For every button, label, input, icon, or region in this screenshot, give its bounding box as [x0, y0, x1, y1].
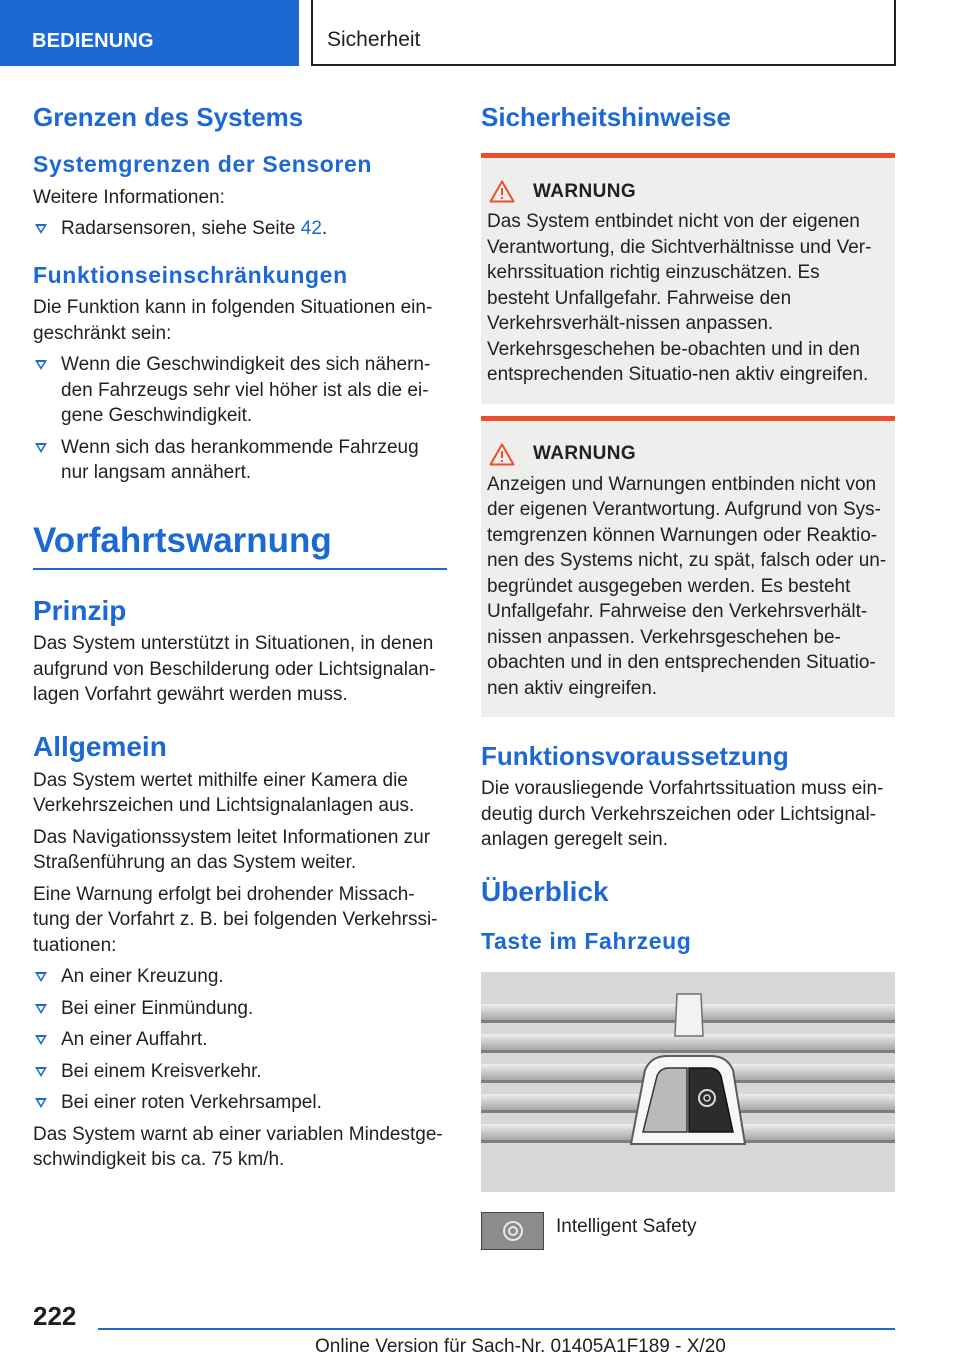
- safety-heading: Sicherheitshinweise: [481, 102, 731, 132]
- warning-triangle-icon: [489, 180, 515, 203]
- bullet-triangle-icon: [35, 443, 47, 453]
- safety-symbol-icon: [501, 1219, 525, 1243]
- warning-header: [487, 180, 887, 203]
- warning-label: WARNUNG: [533, 443, 637, 465]
- situation-list: [33, 964, 447, 1116]
- button-label: Intelligent Safety: [556, 1216, 697, 1238]
- func-list: [33, 352, 447, 486]
- list-item: An einer Kreuzung.: [33, 964, 447, 990]
- limits-heading: Grenzen des Systems: [33, 102, 304, 132]
- general-paragraph-4: Das System warnt ab einer variablen Mindestge-schwindigkeit bis ca. 75 km/h.: [33, 1123, 443, 1171]
- prereq-text: Die vorausliegende Vorfahrtssituation muss ein-deutig durch Verkehrszeichen oder Lichtsignal-anlagen geregelt sein.: [481, 778, 884, 851]
- vehicle-button-photo: [481, 972, 895, 1192]
- prereq-heading: Funktionsvoraussetzung: [481, 741, 789, 772]
- left-column: [33, 96, 447, 1173]
- func-heading: Funktionseinschränkungen: [33, 261, 348, 288]
- footer-online-version: Online Version für Sach-Nr. 01405A1F189 - X/20: [315, 1336, 726, 1357]
- sensor-intro: Weitere Informationen:: [33, 186, 225, 208]
- chapter-tab: [311, 0, 896, 66]
- bullet-triangle-icon: [35, 360, 47, 370]
- warning-header: [487, 443, 887, 466]
- page-number: 222: [33, 1301, 77, 1331]
- principle-text: Das System unterstützt in Situationen, in denen aufgrund von Beschilderung oder Lichtsignalan-lagen Vorfahrt gewährt werden muss.: [33, 633, 436, 706]
- general-heading: Allgemein: [33, 730, 167, 762]
- list-item: Bei einem Kreisverkehr.: [33, 1059, 447, 1085]
- list-item: Wenn sich das herankommende Fahrzeug nur langsam annähert.: [33, 435, 447, 486]
- func-intro: Die Funktion kann in folgenden Situationen ein-geschränkt sein:: [33, 297, 433, 344]
- footer-divider: [98, 1328, 895, 1330]
- section-tab: [0, 0, 299, 66]
- chapter-title: Sicherheit: [327, 28, 421, 51]
- section-title: BEDIENUNG: [32, 30, 154, 52]
- warning-text: Anzeigen und Warnungen entbinden nicht von der eigenen Verantwortung. Aufgrund von Sys-temgrenzen können Warnungen oder Reaktio-nen des Systems nicht, zu spät, falsch oder un-begründet ausgegeben werden. Es besteht Unfallgefahr. Fahrweise den Verkehrsverhält-nissen anpassen. Verkehrsgeschehen be-obachten und in den entsprechenden Situatio-nen aktiv eingreifen.: [487, 473, 887, 699]
- warning-label: WARNUNG: [533, 180, 637, 202]
- bullet-triangle-icon: [35, 1098, 47, 1108]
- principle-heading: Prinzip: [33, 594, 127, 626]
- bullet-triangle-icon: [35, 1004, 47, 1014]
- page-link[interactable]: 42: [300, 218, 322, 240]
- button-legend: [481, 1212, 895, 1250]
- page-title: Vorfahrtswarnung: [33, 520, 447, 570]
- list-item: Bei einer Einmündung.: [33, 996, 447, 1022]
- intelligent-safety-button-icon: [481, 1212, 544, 1250]
- sensor-list: [33, 216, 447, 242]
- list-item: Radarsensoren, siehe Seite 42.: [33, 216, 447, 242]
- warning-box-2: [481, 416, 895, 718]
- general-paragraph-2: Das Navigationssystem leitet Informationen zur Straßenführung an das System weiter.: [33, 826, 431, 874]
- general-paragraph-1: Das System wertet mithilfe einer Kamera die Verkehrszeichen und Lichtsignalanlagen aus.: [33, 769, 415, 817]
- warning-box-1: [481, 153, 895, 404]
- bullet-triangle-icon: [35, 224, 47, 234]
- right-column: [481, 96, 895, 1250]
- bullet-triangle-icon: [35, 1035, 47, 1045]
- bullet-triangle-icon: [35, 972, 47, 982]
- button-heading: Taste im Fahrzeug: [481, 928, 692, 955]
- button-panel-illustration: [481, 972, 895, 1192]
- overview-heading: Überblick: [481, 875, 609, 907]
- general-paragraph-3: Eine Warnung erfolgt bei drohender Missach-tung der Vorfahrt z. B. bei folgenden Verkehrssi-tuationen:: [33, 883, 438, 956]
- bullet-triangle-icon: [35, 1067, 47, 1077]
- warning-text: Das System entbindet nicht von der eigenen Verantwortung, die Sichtverhältnisse und Ver-kehrssituation richtig einzuschätzen. Es besteht Unfallgefahr. Fahrweise den Verkehrsverhält-nissen anpassen. Verkehrsgeschehen be-obachten und in den entsprechenden Situatio-nen aktiv eingreifen.: [487, 211, 872, 386]
- list-item: Bei einer roten Verkehrsampel.: [33, 1090, 447, 1116]
- warning-triangle-icon: [489, 443, 515, 466]
- list-item: An einer Auffahrt.: [33, 1027, 447, 1053]
- sensor-heading: Systemgrenzen der Sensoren: [33, 151, 372, 178]
- list-item: Wenn die Geschwindigkeit des sich nähern-den Fahrzeugs sehr viel höher ist als die ei-gene Geschwindigkeit.: [33, 352, 447, 429]
